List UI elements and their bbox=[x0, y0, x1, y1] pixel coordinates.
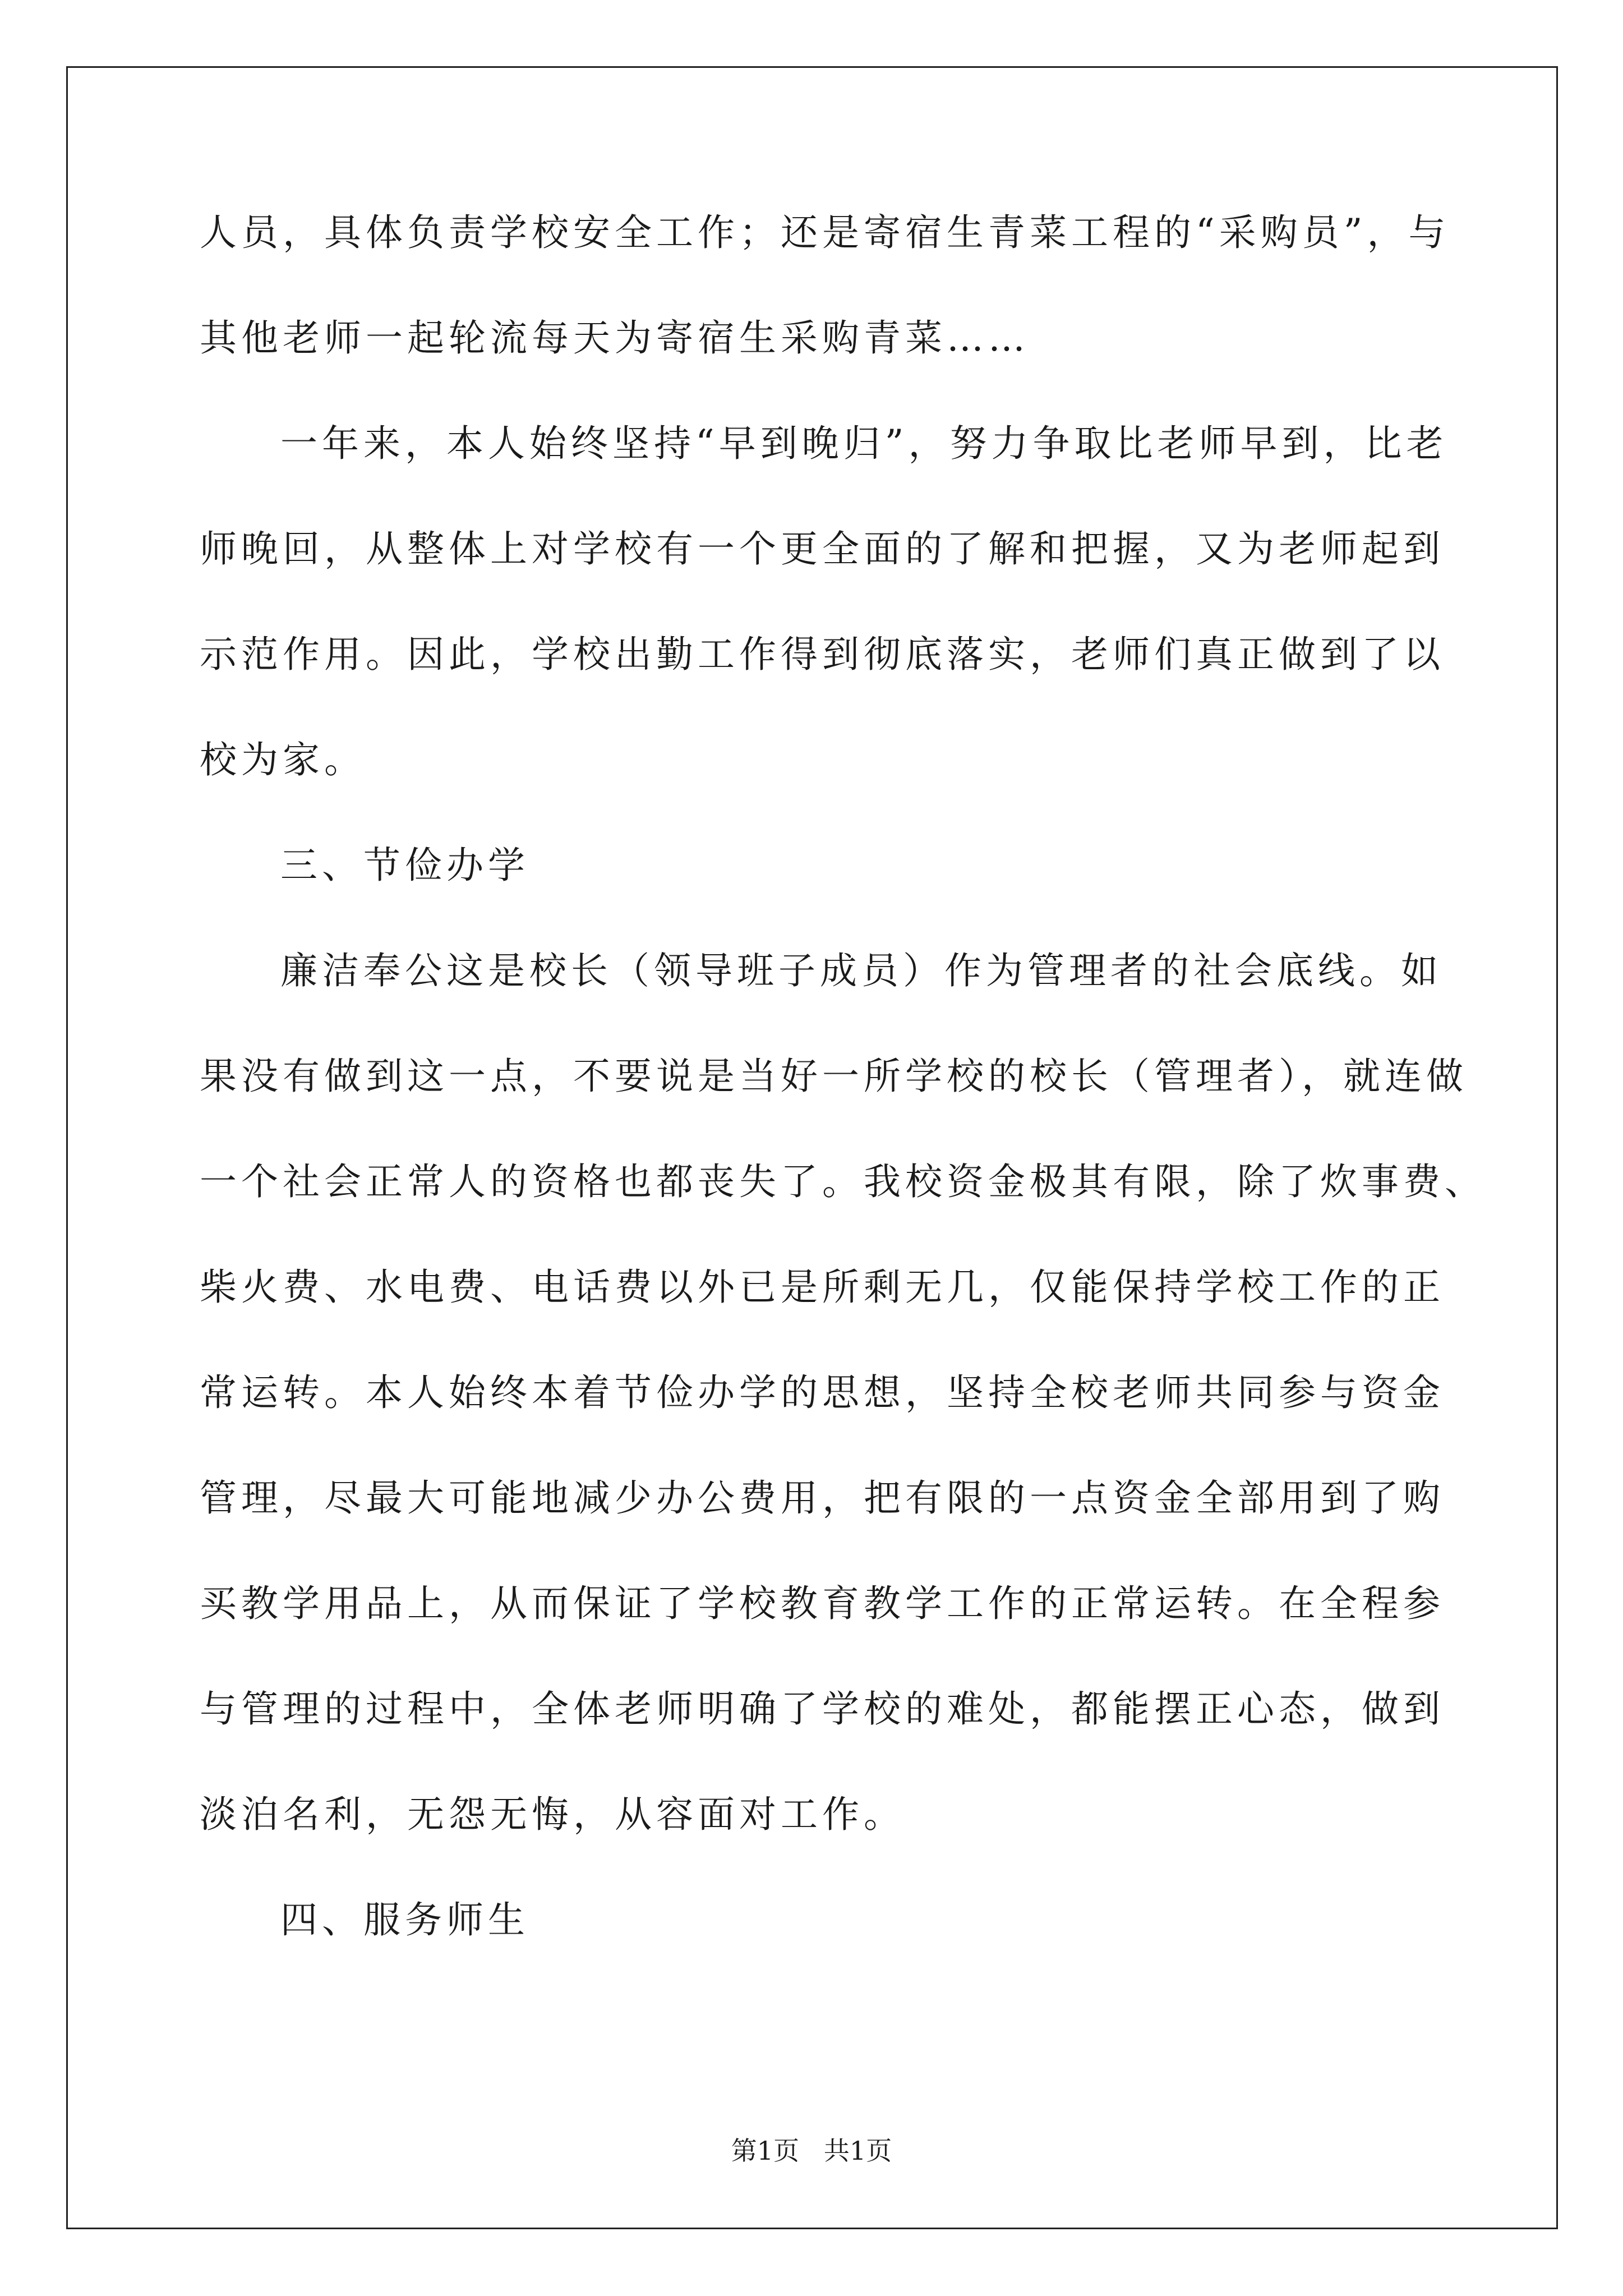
paragraph-first-line: 廉洁奉公这是校长（领导班子成员）作为管理者的社会底线。如 bbox=[280, 949, 1442, 992]
text-line: 示范作用。因此，学校出勤工作得到彻底落实，老师们真正做到了以 bbox=[200, 633, 1445, 676]
text-line: 常运转。本人始终本着节俭办学的思想，坚持全校老师共同参与资金 bbox=[200, 1371, 1445, 1414]
text-line: 师晚回，从整体上对学校有一个更全面的了解和把握，又为老师起到 bbox=[200, 527, 1445, 570]
text-line: 果没有做到这一点，不要说是当好一所学校的校长（管理者），就连做 bbox=[200, 1055, 1468, 1098]
text-line: 买教学用品上，从而保证了学校教育教学工作的正常运转。在全程参 bbox=[200, 1582, 1445, 1625]
section-heading: 三、节俭办学 bbox=[280, 844, 529, 887]
text-line: 人员，具体负责学校安全工作；还是寄宿生青菜工程的“采购员”，与 bbox=[200, 211, 1450, 254]
text-line: 与管理的过程中，全体老师明确了学校的难处，都能摆正心态，做到 bbox=[200, 1687, 1445, 1731]
page-number-footer: 第1页 共1页 bbox=[731, 2136, 892, 2166]
text-line: 管理，尽最大可能地减少办公费用，把有限的一点资金全部用到了购 bbox=[200, 1476, 1445, 1520]
section-heading: 四、服务师生 bbox=[280, 1898, 529, 1941]
text-line: 一个社会正常人的资格也都丧失了。我校资金极其有限，除了炊事费、 bbox=[200, 1160, 1486, 1203]
text-line: 校为家。 bbox=[200, 738, 366, 781]
text-line: 淡泊名利，无怨无悔，从容面对工作。 bbox=[200, 1793, 905, 1836]
text-line: 柴火费、水电费、电话费以外已是所剩无几，仅能保持学校工作的正 bbox=[200, 1266, 1445, 1309]
text-line: 其他老师一起轮流每天为寄宿生采购青菜…… bbox=[200, 316, 1030, 360]
paragraph-first-line: 一年来，本人始终坚持“早到晚归”，努力争取比老师早到，比老 bbox=[280, 422, 1448, 465]
